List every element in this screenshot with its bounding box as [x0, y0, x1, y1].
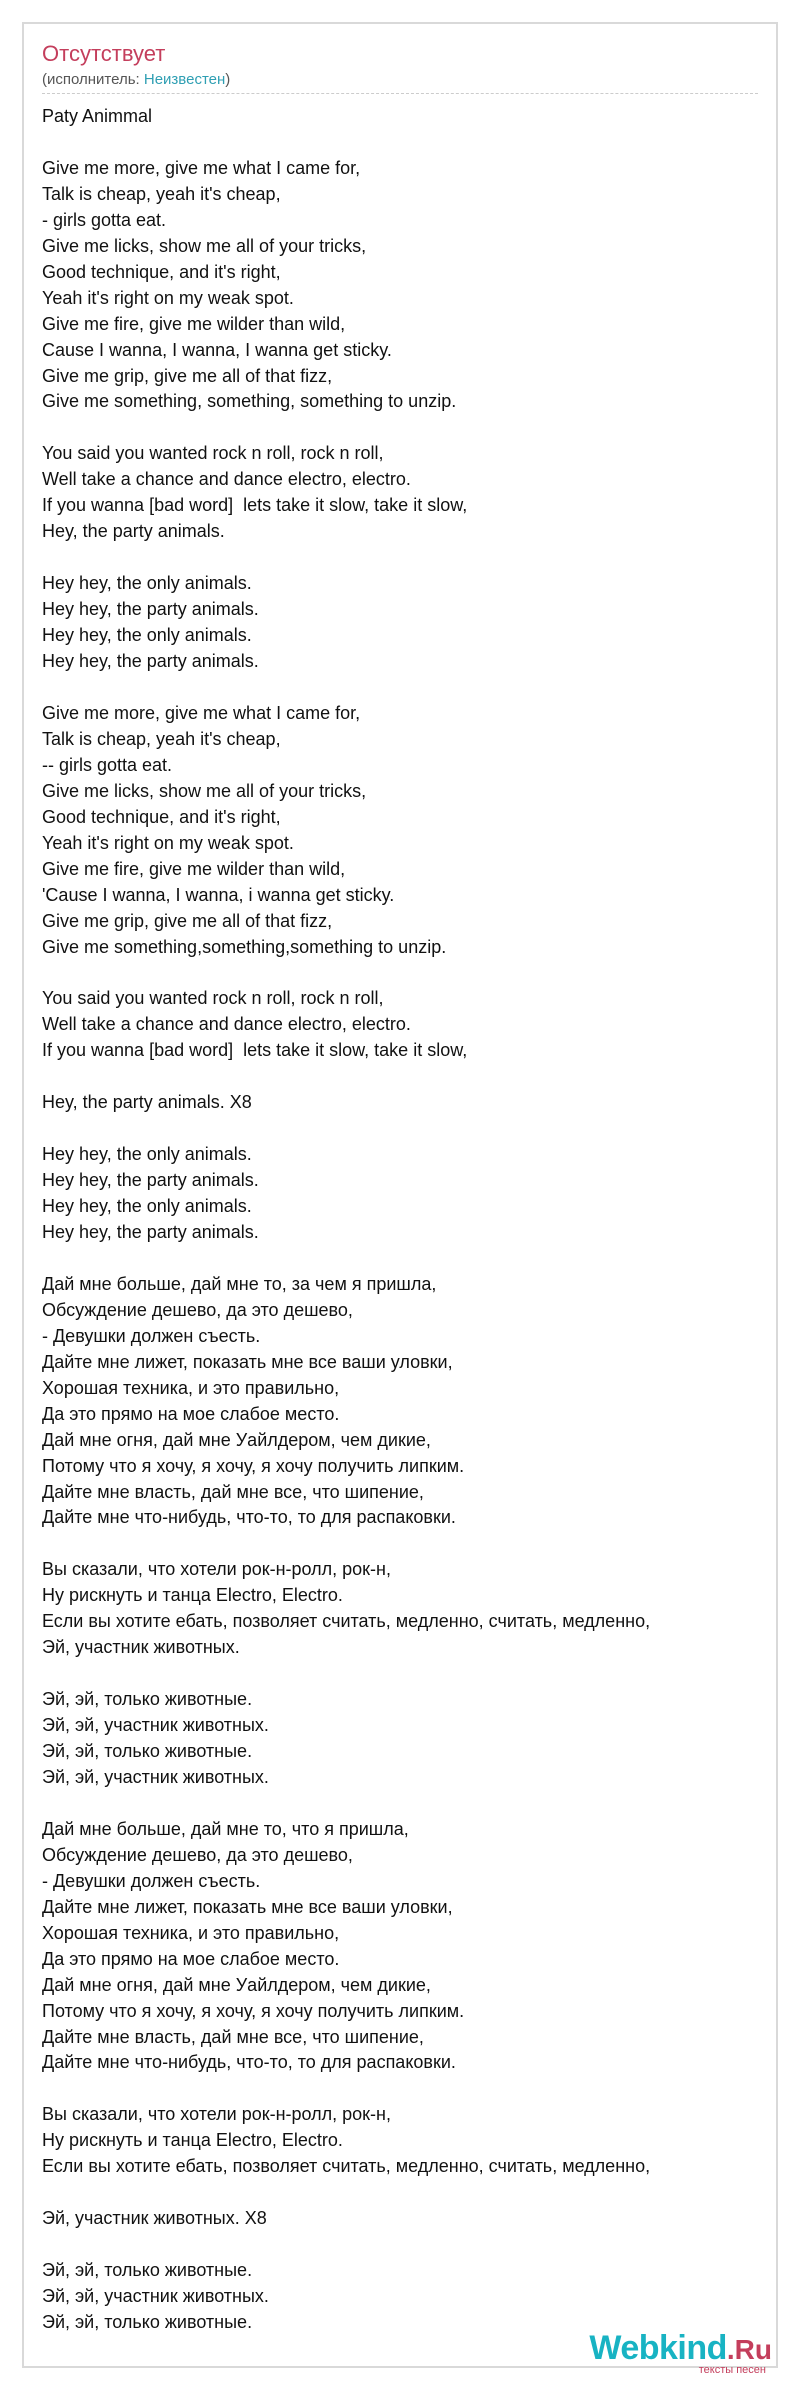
site-logo[interactable] [589, 2329, 772, 2376]
logo-tagline: тексты песен [698, 2364, 766, 2376]
logo-tld: .Ru [726, 2334, 772, 2365]
artist-link[interactable]: Неизвестен [143, 71, 226, 88]
header-divider [42, 93, 758, 94]
artist-line [42, 70, 230, 90]
song-title: Отсутствует [42, 41, 166, 66]
artist-suffix: ) [225, 71, 231, 88]
logo-brand: Webkind [589, 2329, 727, 2367]
lyrics-text: Paty Animmal Give me more, give me what I came for, Talk is cheap, yeah it's cheap, - girls gotta eat. Give me licks, show me all of your tricks, Good technique, and it's right, Yeah it's right on my weak spot. Give me fire, give me wilder than wild, Cause I wanna, I wanna, I wanna get sticky. Give me grip, give me all of that fizz, Give me something, something, something to unzip. You said you wanted rock n roll, rock n roll, Well take a chance and dance electro, electro. If you wanna [bad word] lets take it slow, take it slow, Hey, the party animals. Hey hey, the only animals. Hey hey, the party animals. Hey hey, the only animals. Hey hey, the party animals. Give me more, give me what I came for, Talk is cheap, yeah it's cheap, -- girls gotta eat. Give me licks, show me all of your tricks, Good technique, and it's right, Yeah it's right on my weak spot. Give me fire, give me wilder than wild, 'Cause I wanna, I wanna, i wanna get sticky. Give me grip, give me all of that fizz, Give me something,something,something to unzip. You said you wanted rock n roll, rock n roll, Well take a chance and dance electro, electro. If you wanna [bad word] lets take it slow, take it slow, Hey, the party animals. X8 Hey hey, the only animals. Hey hey, the party animals. Hey hey, the only animals. Hey hey, the party animals. Дай мне больше, дай мне то, за чем я пришла, Обсуждение дешево, да это дешево, - Девушки должен съесть. Дайте мне лижет, показать мне все ваши уловки, Хорошая техника, и это правильно, Да это прямо на мое слабое место. Дай мне огня, дай мне Уайлдером, чем дикие, Потому что я хочу, я хочу, я хочу получить липким. Дайте мне власть, дай мне все, что шипение, Дайте мне что-нибудь, что-то, то для распаковки. Вы сказали, что хотели рок-н-ролл, рок-н, Ну рискнуть и танца Electro, Electro. Если вы хотите ебать, позволяет считать, медленно, считать, медленно, Эй, участник животных. Эй, эй, только животные. Эй, эй, участник животных. Эй, эй, только животные. Эй, эй, участник животных. Дай мне больше, дай мне то, что я пришла, Обсуждение дешево, да это дешево, - Девушки должен съесть. Дайте мне лижет, показать мне все ваши уловки, Хорошая техника, и это правильно, Да это прямо на мое слабое место. Дай мне огня, дай мне Уайлдером, чем дикие, Потому что я хочу, я хочу, я хочу получить липким. Дайте мне власть, дай мне все, что шипение, Дайте мне что-нибудь, что-то, то для распаковки. Вы сказали, что хотели рок-н-ролл, рок-н, Ну рискнуть и танца Electro, Electro. Если вы хотите ебать, позволяет считать, медленно, считать, медленно, Эй, участник животных. X8 Эй, эй, только животные. Эй, эй, участник животных. Эй, эй, только животные. [42, 106, 651, 2333]
artist-prefix: (исполнитель: [42, 71, 144, 88]
